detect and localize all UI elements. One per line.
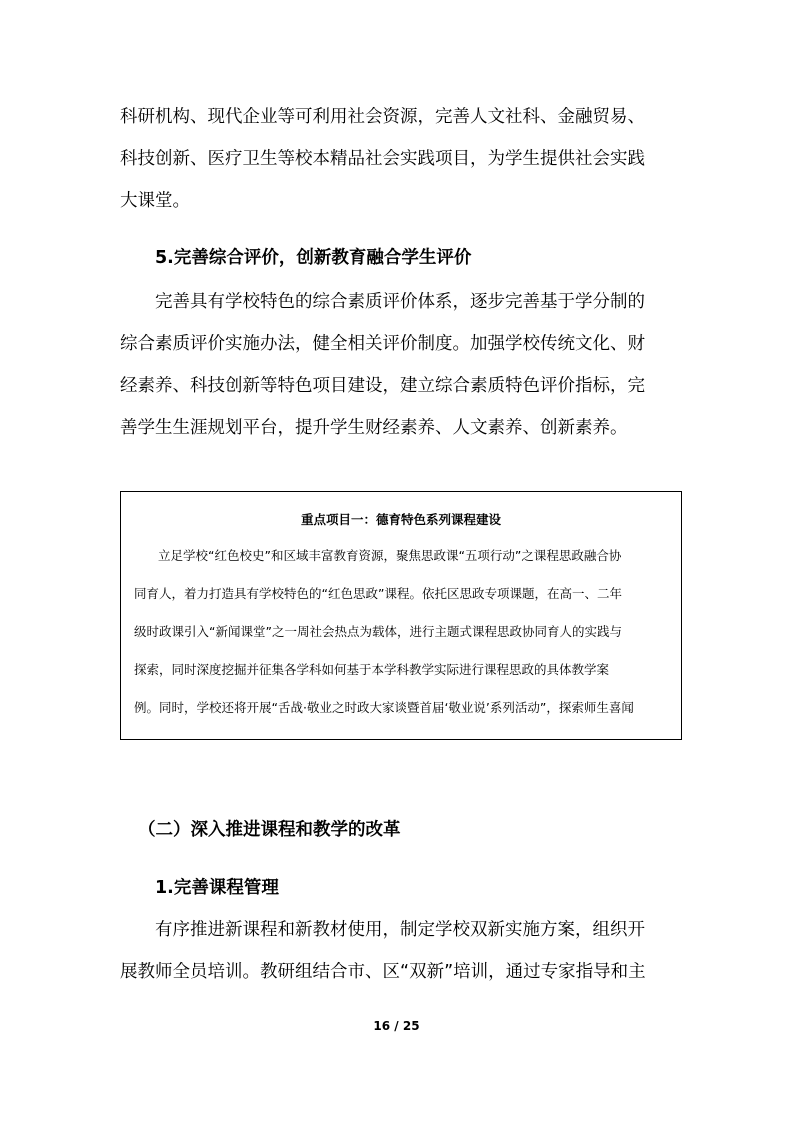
subsection-heading: 1.完善课程管理 <box>155 878 279 898</box>
key-project-line: 立足学校“红色校史”和区域丰富教育资源，聚焦思政课“五项行动”之课程思政融合协 <box>158 548 622 563</box>
paragraph-line: 经素养、科技创新等特色项目建设，建立综合素质特色评价指标，完 <box>120 376 645 396</box>
key-project-line: 探索，同时深度挖掘并征集各学科如何基于本学科教学实际进行课程思政的具体教学案 <box>134 662 610 677</box>
page-number: 16 / 25 <box>373 1019 420 1033</box>
paragraph-line: 科技创新、医疗卫生等校本精品社会实践项目，为学生提供社会实践 <box>120 149 645 169</box>
section-heading: 5.完善综合评价，创新教育融合学生评价 <box>155 248 472 268</box>
paragraph-line: 综合素质评价实施办法，健全相关评价制度。加强学校传统文化、财 <box>120 334 645 354</box>
key-project-box <box>120 491 682 740</box>
paragraph-line: 完善具有学校特色的综合素质评价体系，逐步完善基于学分制的 <box>155 292 645 312</box>
paragraph-line: 善学生生涯规划平台，提升学生财经素养、人文素养、创新素养。 <box>120 418 628 438</box>
key-project-line: 级时政课引入“新闻课堂”之一周社会热点为载体，进行主题式课程思政协同育人的实践与 <box>134 624 622 639</box>
key-project-line: 同育人，着力打造具有学校特色的“红色思政”课程。依托区思政专项课题，在高一、二年 <box>134 586 622 601</box>
paragraph-line: 有序推进新课程和新教材使用，制定学校双新实施方案，组织开 <box>155 920 645 940</box>
key-project-title: 重点项目一：德育特色系列课程建设 <box>300 512 501 527</box>
chapter-heading: （二）深入推进课程和教学的改革 <box>138 820 401 840</box>
paragraph-line: 展教师全员培训。教研组结合市、区“双新”培训，通过专家指导和主 <box>120 962 646 982</box>
paragraph-line: 大课堂。 <box>120 191 190 211</box>
key-project-line: 例。同时，学校还将开展“舌战·敬业之时政大家谈暨首届‘敬业说’系列活动”，探索师生喜闻 <box>134 700 634 715</box>
paragraph-line: 科研机构、现代企业等可利用社会资源，完善人文社科、金融贸易、 <box>120 107 645 127</box>
